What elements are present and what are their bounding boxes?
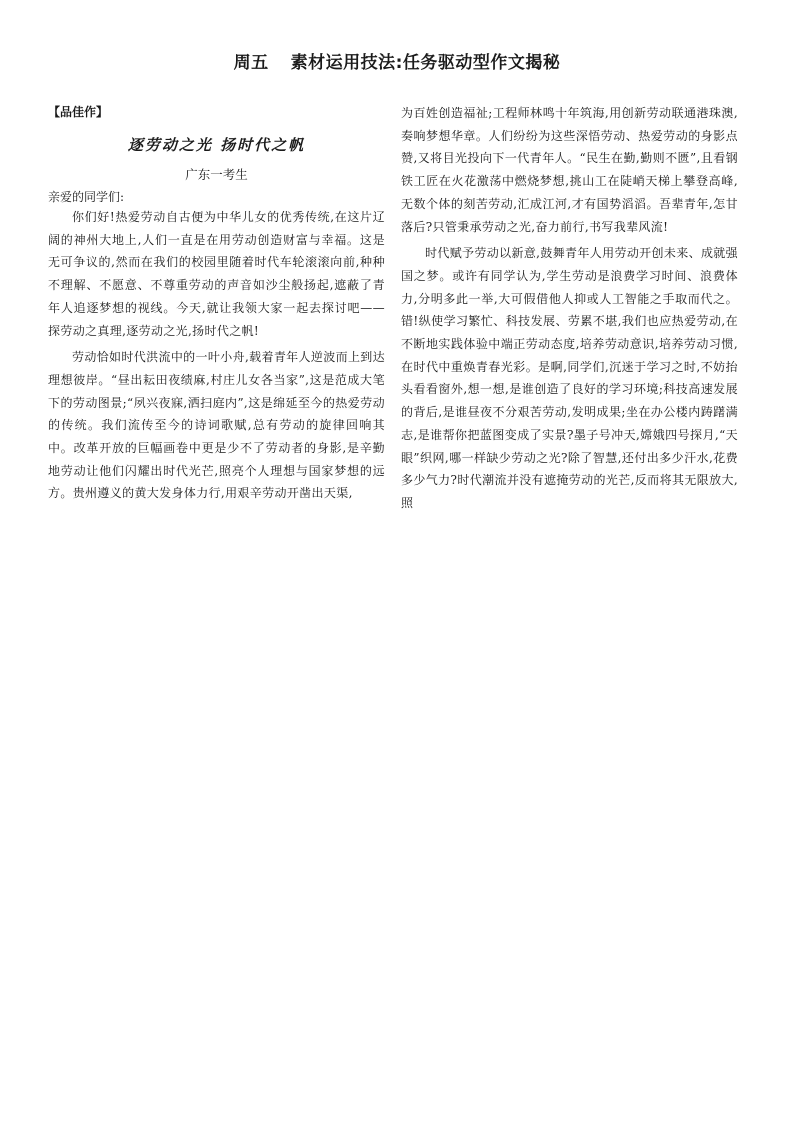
paragraph: 时代赋予劳动以新意,鼓舞青年人用劳动开创未来、成就强国之梦。或许有同学认为,学生劳动是浪费学习时间、浪费体力,分明多此一举,大可假借他人抑或人工智能之手取而代之。错!纵使学习繁忙、科技发展、劳累不堪,我们也应热爱劳动,在不断地实践体验中端正劳动态度,培养劳动意识,培养劳动习惯,在时代中重焕青春光彩。是啊,同学们,沉迷于学习之时,不妨抬头看看窗外,想一想,是谁创造了良好的学习环境;科技高速发展的背后,是谁昼夜不分艰苦劳动,发明成果;坐在办公楼内踌躇满志,是谁帮你把蓝图变成了实景?墨子号冲天,嫦娥四号探月,“天眼”织网,哪一样缺少劳动之光?除了智慧,还付出多少汗水,花费多少气力?时代潮流并没有遮掩劳动的光芒,反而将其无限放大,照 [401, 246, 738, 510]
essay-title: 逐劳动之光 扬时代之帆 [127, 136, 306, 154]
essay-author: 广东一考生 [185, 167, 248, 182]
salutation: 亲爱的同学们: [48, 190, 125, 204]
paragraph-continued: 为百姓创造福祉;工程师林鸣十年筑海,用创新劳动联通港珠澳,奏响梦想华章。人们纷纷为这些深悟劳动、热爱劳动的身影点赞,又将目光投向下一代青年人。“民生在勤,勤则不匮”,且看钢铁工匠在火花激荡中燃烧梦想,挑山工在陡峭天梯上攀登高峰,无数个体的刻苦劳动,汇成江河,才有国势滔滔。吾辈青年,怎甘落后?只管秉承劳动之光,奋力前行,书写我辈风流! [401, 106, 738, 234]
page-header [0, 48, 794, 73]
section-tag: 【品佳作】 [48, 105, 109, 119]
page-title: 素材运用技法:任务驱动型作文揭秘 [290, 53, 561, 73]
right-column [401, 102, 738, 515]
paragraph: 劳动恰如时代洪流中的一叶小舟,载着青年人逆波而上到达理想彼岸。“昼出耘田夜绩麻,村庄儿女各当家”,这是范成大笔下的劳动图景;“夙兴夜寐,洒扫庭内”,这是绵延至今的热爱劳动的传统。我们流传至今的诗词歌赋,总有劳动的旋律回响其中。改革开放的巨幅画卷中更是少不了劳动者的身影,是辛勤地劳动让他们闪耀出时代光芒,照亮个人理想与国家梦想的远方。贵州遵义的黄大发身体力行,用艰辛劳动开凿出天渠, [48, 350, 385, 501]
header-week: 周五 [233, 53, 269, 73]
left-column [48, 102, 385, 505]
paragraph: 你们好!热爱劳动自古便为中华儿女的优秀传统,在这片辽阔的神州大地上,人们一直是在用劳动创造财富与幸福。这是无可争议的,然而在我们的校园里随着时代车轮滚滚向前,种种不理解、不愿意、不尊重劳动的声音如沙尘般扬起,遮蔽了青年人追逐梦想的视线。今天,就让我领大家一起去探讨吧——探劳动之真理,逐劳动之光,扬时代之帆! [48, 210, 385, 338]
